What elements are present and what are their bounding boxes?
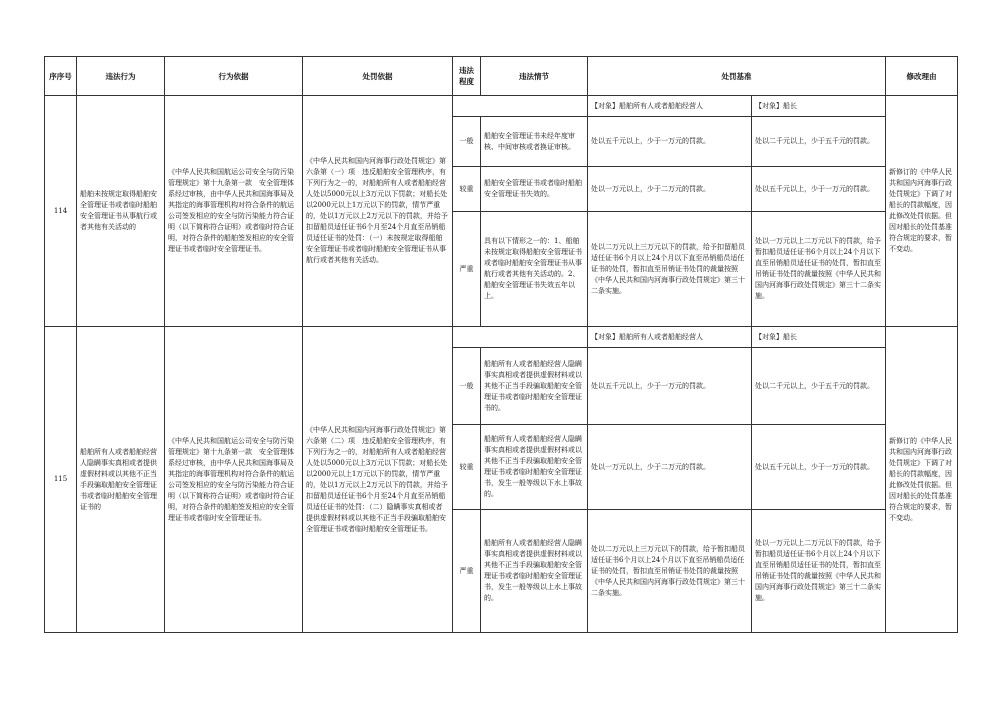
row-basis: 《中华人民共和国航运公司安全与防污染管理规定》第十九条第一款 安全管理体系经过审核，由中华人民共和国海事局及其指定的海事管理机构对符合条件的航运公司签发相应的安全与防污染能力符合证明（以下简称符合证明）或者临时符合证明，对符合条件的船舶签发相应的安全管理证书或者临时安全管理证书。 bbox=[165, 327, 303, 633]
row-reason: 新修订的《中华人民共和国内河海事行政处罚规定》下调了对船长的罚款幅度，因此修改处罚依据。但因对船长的处罚基准符合规定的要求，暂不变动。 bbox=[886, 327, 958, 633]
row-seq: 115 bbox=[45, 327, 77, 633]
level-circumstance: 船舶安全管理证书或者临时船舶安全管理证书失效的。 bbox=[481, 167, 588, 212]
header-seq: 序序号 bbox=[45, 57, 77, 96]
object-a-label: 【对象】船舶所有人或者船舶经营人 bbox=[588, 327, 752, 348]
header-basis: 行为依据 bbox=[165, 57, 303, 96]
level-degree: 一般 bbox=[453, 348, 481, 425]
level-standard-b: 处以二千元以上，少于五千元的罚款。 bbox=[752, 117, 886, 167]
header-degree: 违法程度 bbox=[453, 57, 481, 96]
level-standard-a: 处以五千元以上，少于一万元的罚款。 bbox=[588, 348, 752, 425]
row-basis: 《中华人民共和国航运公司安全与防污染管理规定》第十九条第一款 安全管理体系经过审核，由中华人民共和国海事局及其指定的海事管理机构对符合条件的航运公司签发相应的安全与防污染能力符合证明（以下简称符合证明）或者临时符合证明，对符合条件的船舶签发相应的安全管理证书或者临时安全管理证书。 bbox=[165, 96, 303, 327]
level-circumstance: 船舶所有人或者船舶经营人隐瞒事实真相或者提供虚假材料或以其他不正当手段骗取船舶安全管理证书或者临时船舶安全管理证书的。 bbox=[481, 348, 588, 425]
level-degree: 一般 bbox=[453, 117, 481, 167]
header-circumstance: 违法情节 bbox=[481, 57, 588, 96]
table-row bbox=[45, 327, 958, 348]
level-circumstance: 船舶所有人或者船舶经营人隐瞒事实真相或者提供虚假材料或以其他不正当手段骗取船舶安全管理证书或者临时船舶安全管理证书，发生一般等级以下水上事故的。 bbox=[481, 425, 588, 510]
penalty-table-page bbox=[44, 56, 957, 633]
level-degree: 较重 bbox=[453, 167, 481, 212]
object-b-label: 【对象】船长 bbox=[752, 327, 886, 348]
level-standard-b: 处以一万元以上二万元以下的罚款，给予暂扣船员适任证书6个月以上24个月以下直至吊销船员适任证书的处罚，暂扣直至吊销证书处罚的裁量按照《中华人民共和国内河海事行政处罚规定》第三十二条实施。 bbox=[752, 510, 886, 633]
level-standard-b: 处以二千元以上，少于五千元的罚款。 bbox=[752, 348, 886, 425]
level-standard-a: 处以五千元以上，少于一万元的罚款。 bbox=[588, 117, 752, 167]
row-seq: 114 bbox=[45, 96, 77, 327]
table-header-row bbox=[45, 57, 958, 96]
level-standard-b: 处以五千元以上，少于一万元的罚款。 bbox=[752, 425, 886, 510]
row-reason: 新修订的《中华人民共和国内河海事行政处罚规定》下调了对船长的罚款幅度，因此修改处罚依据。但因对船长的处罚基准符合规定的要求，暂不变动。 bbox=[886, 96, 958, 327]
object-b-label: 【对象】船长 bbox=[752, 96, 886, 117]
row-act: 船舶所有人或者船舶经营人隐瞒事实真相或者提供虚假材料或以其他不正当手段骗取船舶安全管理证书或者临时船舶安全管理证书的 bbox=[77, 327, 165, 633]
header-standard: 处罚基准 bbox=[588, 57, 886, 96]
level-standard-a: 处以二万元以上三万元以下的罚款，给予扣留船员适任证书6个月以上24个月以下直至吊销船员适任证书的处罚，暂扣直至吊销证书处罚的裁量按照《中华人民共和国内河海事行政处罚规定》第三十二条实施。 bbox=[588, 212, 752, 327]
row-punish-basis: 《中华人民共和国内河海事行政处罚规定》第六条第（二）项 违反船舶安全管理秩序，有下列行为之一的，对船舶所有人或者船舶经营人处以5000元以上3万元以下罚款；对船长处以2000元以上1万元以下的罚款，情节严重的，处以1万元以上2万元以下的罚款，并给予扣留船员适任证书6个月至24个月直至吊销船员适任证书的处罚：（二）隐瞒事实真相或者提供虚假材料或以其他不正当手段骗取船舶安全管理证书或者临时船舶安全管理证书。 bbox=[303, 327, 453, 633]
header-act: 违法行为 bbox=[77, 57, 165, 96]
header-punish-basis: 处罚依据 bbox=[303, 57, 453, 96]
table-row bbox=[45, 96, 958, 117]
level-degree: 严重 bbox=[453, 510, 481, 633]
row-act: 船舶未按规定取得船舶安全管理证书或者临时船舶安全管理证书从事航行或者其他有关活动的 bbox=[77, 96, 165, 327]
level-circumstance: 船舶所有人或者船舶经营人隐瞒事实真相或者提供虚假材料或以其他不正当手段骗取船舶安全管理证书或者临时船舶安全管理证书，发生一般等级以上水上事故的。 bbox=[481, 510, 588, 633]
level-degree: 较重 bbox=[453, 425, 481, 510]
header-reason: 修改理由 bbox=[886, 57, 958, 96]
level-circumstance: 船舶安全管理证书未经年度审核、中间审核或者换证审核。 bbox=[481, 117, 588, 167]
penalty-standard-table bbox=[44, 56, 958, 633]
level-standard-a: 处以二万元以上三万元以下的罚款，给予暂扣船员适任证书6个月以上24个月以下直至吊销船员适任证书的处罚，暂扣直至吊销证书处罚的裁量按照《中华人民共和国内河海事行政处罚规定》第三十二条实施。 bbox=[588, 510, 752, 633]
object-a-label: 【对象】船舶所有人或者船舶经营人 bbox=[588, 96, 752, 117]
object-spacer bbox=[453, 96, 588, 117]
level-standard-a: 处以一万元以上，少于二万元的罚款。 bbox=[588, 167, 752, 212]
level-standard-b: 处以五千元以上，少于一万元的罚款。 bbox=[752, 167, 886, 212]
object-spacer bbox=[453, 327, 588, 348]
row-punish-basis: 《中华人民共和国内河海事行政处罚规定》第六条第（一）项 违反船舶安全管理秩序，有下列行为之一的，对船舶所有人或者船舶经营人处以5000元以上3万元以下罚款；对船长处以2000元以上1万元以下的罚款，情节严重的，处以1万元以上2万元以下的罚款，并给予扣留船员适任证书6个月至24个月直至吊销船员适任证书的处罚：（一）未按规定取得船舶安全管理证书或者临时船舶安全管理证书从事航行或者其他有关活动。 bbox=[303, 96, 453, 327]
level-standard-a: 处以一万元以上，少于二万元的罚款。 bbox=[588, 425, 752, 510]
level-standard-b: 处以一万元以上二万元以下的罚款，给予暂扣船员适任证书6个月以上24个月以下直至吊销船员适任证书的处罚，暂扣直至吊销证书处罚的裁量按照《中华人民共和国内河海事行政处罚规定》第三十二条实施。 bbox=[752, 212, 886, 327]
level-degree: 严重 bbox=[453, 212, 481, 327]
level-circumstance: 具有以下情形之一的：1、船舶未按规定取得船舶安全管理证书或者临时船舶安全管理证书从事航行或者其他有关活动的。2、船舶安全管理证书失效五年以上。 bbox=[481, 212, 588, 327]
